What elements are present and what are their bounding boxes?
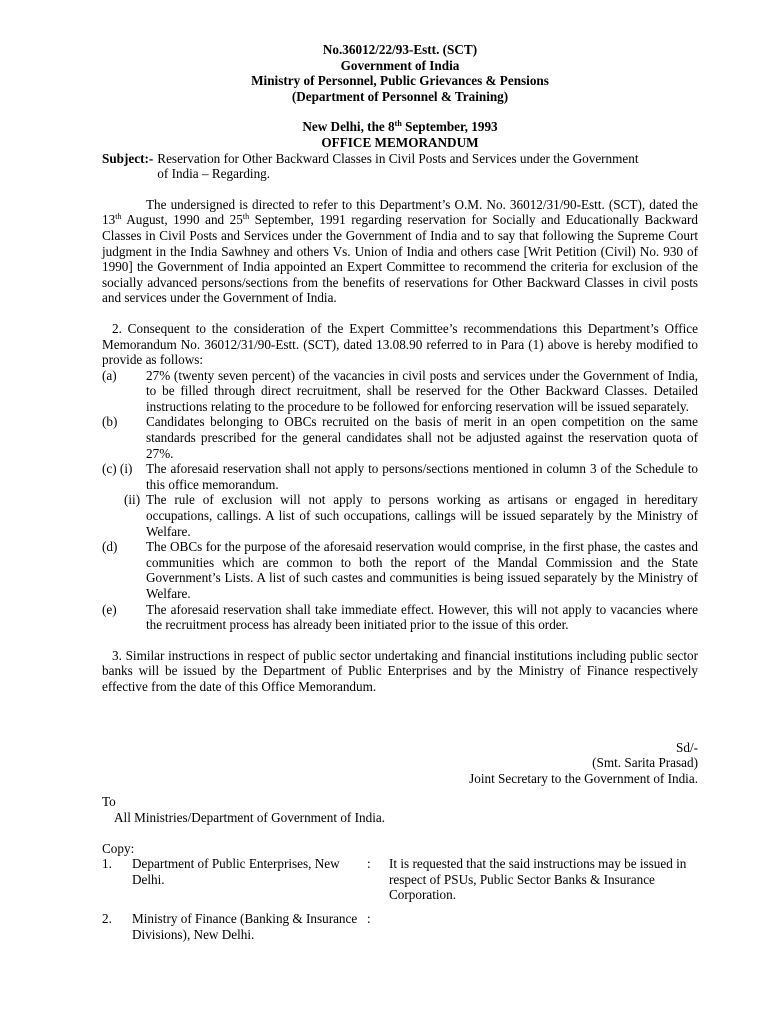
subject-line bbox=[102, 151, 698, 182]
reference-number: No.36012/22/93-Estt. (SCT) bbox=[322, 42, 478, 57]
copy-note bbox=[389, 911, 698, 942]
copy-department-line1: Ministry of Finance (Banking & Insurance bbox=[132, 910, 358, 926]
copy-row-1 bbox=[102, 856, 698, 903]
list-text: The aforesaid reservation shall not apply to persons/sections mentioned in column 3 of the Schedule to this office memorandum. bbox=[146, 461, 698, 492]
list-item-c-i bbox=[102, 461, 698, 492]
copy-colon: : bbox=[367, 856, 371, 872]
list-item-d bbox=[102, 539, 698, 601]
list-text: The aforesaid reservation shall take immediate effect. However, this will not apply to vacancies where the recruitment process has already been initiated prior to the issue of this order. bbox=[146, 601, 698, 633]
paragraph-3: 3. Similar instructions in respect of public sector undertaking and financial institutions including public sector banks will be issued by the Department of Public Enterprises and by the Ministry of Finance respectively effective from the date of this Office Memorandum. bbox=[102, 647, 698, 694]
list-item-c-ii bbox=[102, 492, 698, 539]
para1-part3: September, 1991 regarding reservation for Socially and Educationally Backward Classes in Civil Posts and Services under the Government of India and to say that following the Supreme Court judgment in the India Sawhney and others Vs. Union of India and others case [Writ Petition (Civil) No. 930 of 1990] the Government of India appointed an Expert Committee to recommend the criteria for exclusion of the socially advanced persons/sections from the benefits of reservations for Other Backward Classes in civil posts and services under the Government of India. bbox=[102, 212, 698, 306]
subject-text-line1: Reservation for Other Backward Classes in Civil Posts and Services under the Government bbox=[157, 150, 639, 166]
document-type: OFFICE MEMORANDUM bbox=[321, 134, 479, 150]
copy-department-line2: Delhi. bbox=[132, 871, 165, 887]
copy-number: 2. bbox=[102, 910, 112, 926]
to-label: To bbox=[102, 794, 116, 810]
copy-row-2 bbox=[102, 911, 698, 942]
document-page bbox=[102, 42, 698, 942]
signature-block bbox=[102, 740, 698, 787]
list-text: The OBCs for the purpose of the aforesaid reservation would comprise, in the first phase, the castes and communities which are common to both the report of the Mandal Commission and the State Government’s Lists. A list of such castes and communities is being issued separately by the Ministry of Welfare. bbox=[146, 539, 698, 601]
date-suffix: September, 1993 bbox=[401, 119, 498, 135]
list-item-a bbox=[102, 368, 698, 415]
date-prefix: New Delhi, the 8 bbox=[302, 119, 395, 135]
copy-note: It is requested that the said instructions may be issued in respect of PSUs, Public Sector Banks & Insurance Corporation. bbox=[389, 856, 687, 903]
department-name: (Department of Personnel & Training) bbox=[291, 88, 509, 104]
list-item-e bbox=[102, 602, 698, 633]
subject-label: Subject:- bbox=[102, 150, 154, 166]
letter-header bbox=[102, 42, 698, 104]
paragraph-1 bbox=[102, 197, 698, 306]
para1-part1: The undersigned is directed to refer to this Department’s O.M. No. 36012/31/90-Estt. (SCT), dated the 13 bbox=[102, 196, 698, 228]
subject-text bbox=[157, 151, 698, 182]
para1-sup2: th bbox=[242, 212, 250, 222]
government-name: Government of India bbox=[340, 57, 460, 73]
signatory-name: (Smt. Sarita Prasad) bbox=[592, 755, 698, 771]
list-text: The rule of exclusion will not apply to persons working as artisans or engaged in hereditary occupations, callings. A list of such occupations, callings will be issued separately by the Ministry of Welfare. bbox=[146, 492, 698, 539]
list-item-b bbox=[102, 414, 698, 461]
list-marker: (c) (i) bbox=[102, 461, 133, 477]
para1-sup1: th bbox=[115, 212, 122, 222]
copy-department-line1: Department of Public Enterprises, New bbox=[132, 856, 340, 872]
copy-label: Copy: bbox=[102, 840, 135, 856]
list-marker: (e) bbox=[102, 601, 117, 617]
signature-sd: Sd/- bbox=[676, 739, 698, 755]
signatory-designation: Joint Secretary to the Government of India. bbox=[469, 770, 698, 786]
ministry-name: Ministry of Personnel, Public Grievances & Pensions bbox=[251, 73, 549, 89]
list-marker: (b) bbox=[102, 414, 118, 430]
paragraph-2-intro: 2. Consequent to the consideration of the Expert Committee’s recommendations this Department’s Office Memorandum No. 36012/31/90-Estt. (SCT), dated 13.08.90 referred to in Para (1) above is hereby modified to provide as follows: bbox=[102, 320, 698, 368]
to-recipient: All Ministries/Department of Government of India. bbox=[114, 809, 386, 825]
para1-part2: August, 1990 and 25 bbox=[121, 212, 243, 228]
date-superscript: th bbox=[394, 119, 402, 129]
copy-number: 1. bbox=[102, 856, 112, 872]
subject-text-line2: of India – Regarding. bbox=[157, 166, 271, 182]
copy-department-line2: Divisions), New Delhi. bbox=[132, 926, 255, 942]
date-line bbox=[102, 119, 698, 135]
list-marker: (ii) bbox=[124, 492, 141, 508]
copy-department bbox=[132, 856, 367, 903]
list-text: 27% (twenty seven percent) of the vacancies in civil posts and services under the Government of India, to be filled through direct recruitment, shall be reserved for the Other Backward Classes. Detailed instructions relating to the procedure to be followed for enforcing reservation will be issued separately. bbox=[146, 367, 698, 414]
list-marker: (d) bbox=[102, 539, 118, 555]
copy-department bbox=[132, 911, 367, 942]
copy-colon: : bbox=[367, 910, 371, 926]
list-marker: (a) bbox=[102, 367, 117, 383]
list-text: Candidates belonging to OBCs recruited on the basis of merit in an open competition on the same standards prescribed for the general candidates shall not be adjusted against the reservation quota of 27%. bbox=[146, 414, 698, 461]
